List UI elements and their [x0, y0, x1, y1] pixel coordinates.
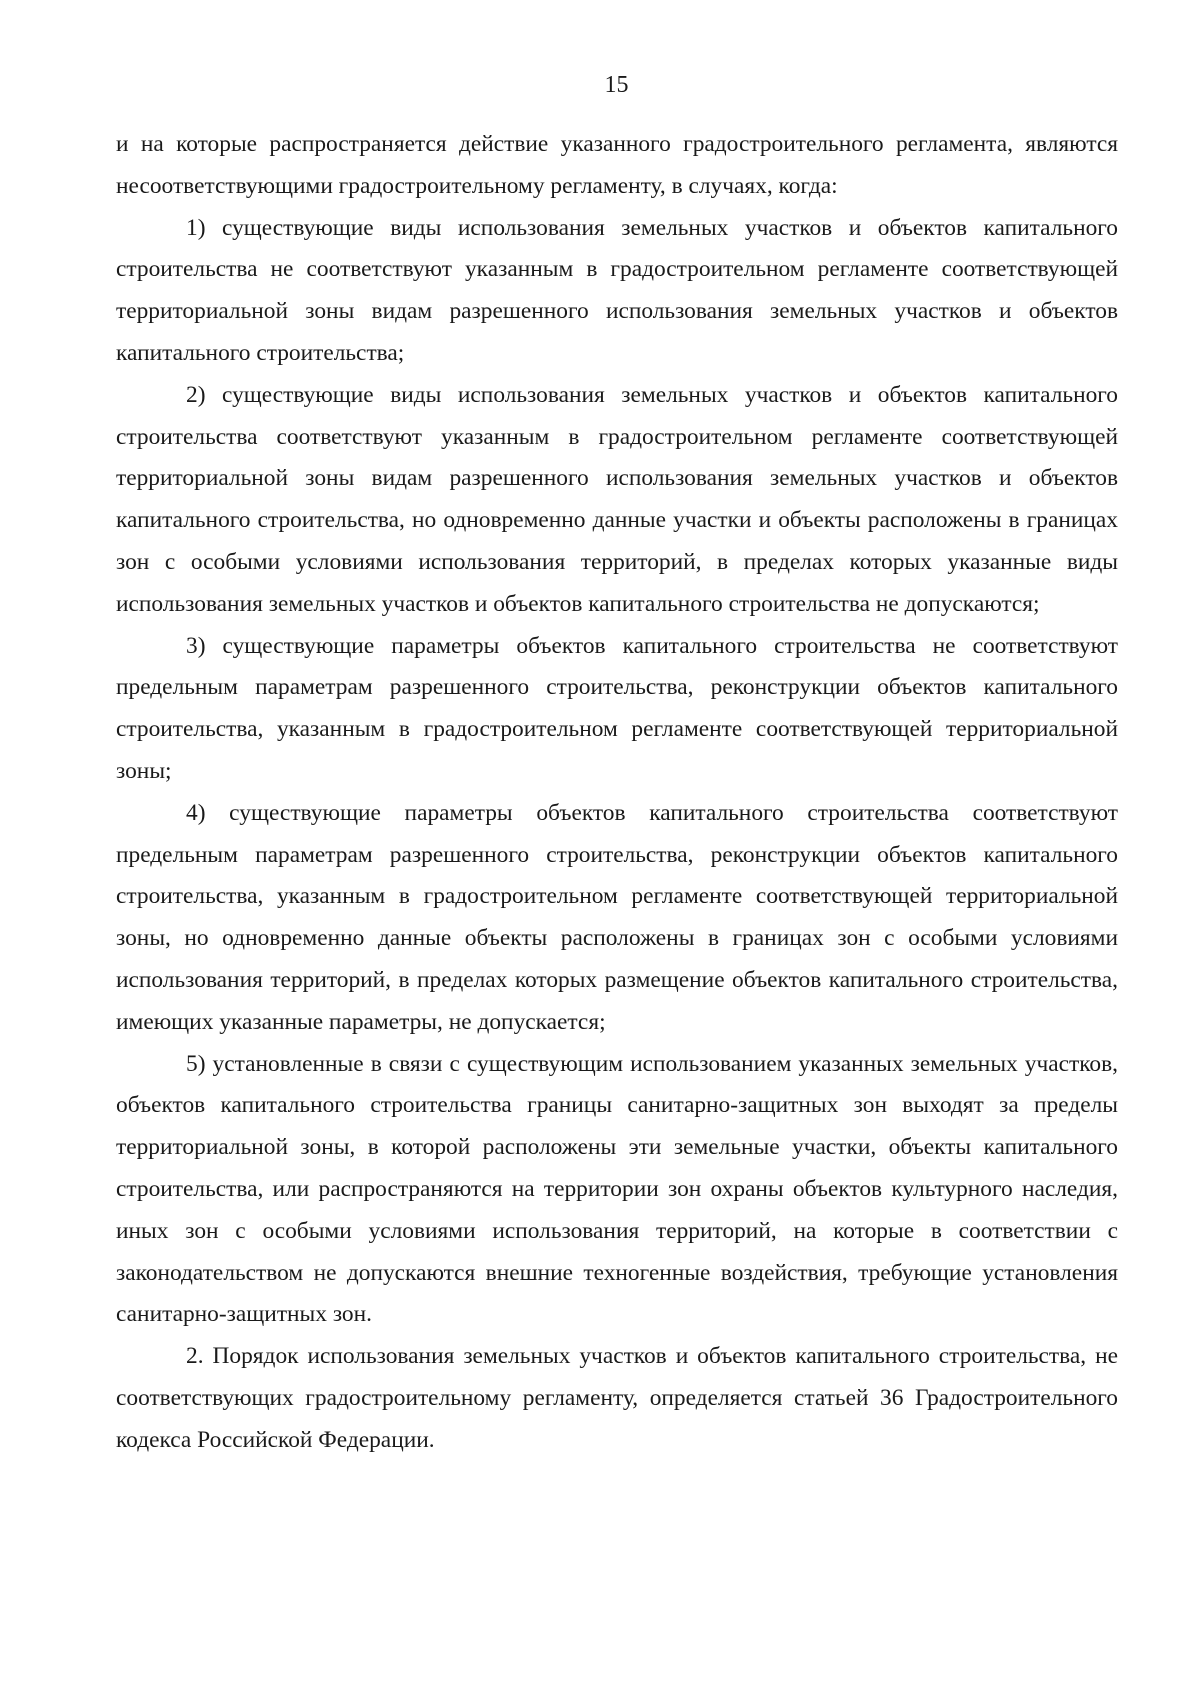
- paragraph-item-2: 2) существующие виды использования земельных участков и объектов капитального строительства соответствуют указанным в градостроительном регламенте соответствующей территориальной зоны видам разрешенного использования земельных участков и объектов капитального строительства, но одновременно данные участки и объекты расположены в границах зон с особыми условиями использования территорий, в пределах которых указанные виды использования земельных участков и объектов капитального строительства не допускаются;: [116, 381, 1118, 617]
- paragraph-section-2: 2. Порядок использования земельных участков и объектов капитального строительства, не соответствующих градостроительному регламенту, определяется статьей 36 Градостроительного кодекса Российской Федерации.: [116, 1343, 1118, 1453]
- page-number: 15: [604, 72, 629, 98]
- paragraph-item-3: 3) существующие параметры объектов капитального строительства не соответствуют предельным параметрам разрешенного строительства, реконструкции объектов капитального строительства, указанным в градостроительном регламенте соответствующей территориальной зоны;: [116, 632, 1118, 784]
- paragraph-item-1: 1) существующие виды использования земельных участков и объектов капитального строительства не соответствуют указанным в градостроительном регламенте соответствующей территориальной зоны видам разрешенного использования земельных участков и объектов капитального строительства;: [116, 214, 1118, 366]
- paragraph-item-5: 5) установленные в связи с существующим использованием указанных земельных участков, объектов капитального строительства границы санитарно-защитных зон выходят за пределы территориальной зоны, в которой расположены эти земельные участки, объекты капитального строительства, или распространяются на территории зон охраны объектов культурного наследия, иных зон с особыми условиями использования территорий, на которые в соответствии с законодательством не допускаются внешние техногенные воздействия, требующие установления санитарно-защитных зон.: [116, 1050, 1118, 1328]
- paragraph-item-4: 4) существующие параметры объектов капитального строительства соответствуют предельным параметрам разрешенного строительства, реконструкции объектов капитального строительства, указанным в градостроительном регламенте соответствующей территориальной зоны, но одновременно данные объекты расположены в границах зон с особыми условиями использования территорий, в пределах которых размещение объектов капитального строительства, имеющих указанные параметры, не допускается;: [116, 799, 1118, 1035]
- paragraph-continuation: и на которые распространяется действие указанного градостроительного регламента, являются несоответствующими градостроительному регламенту, в случаях, когда:: [116, 131, 1118, 199]
- document-body: [116, 124, 1118, 1462]
